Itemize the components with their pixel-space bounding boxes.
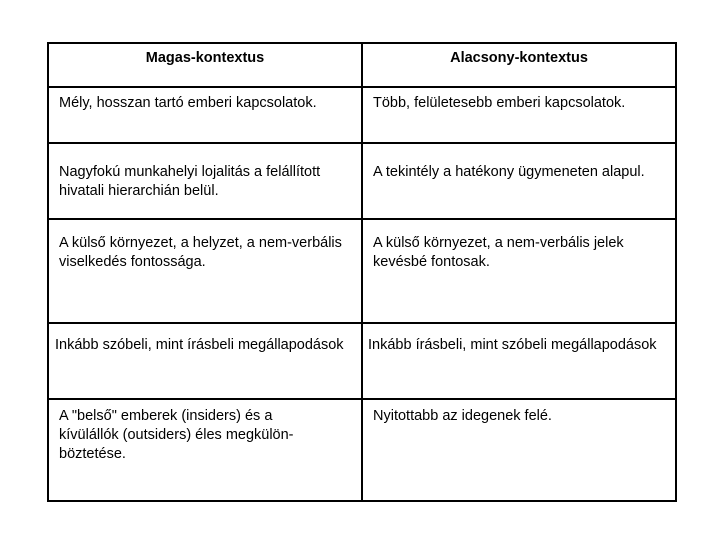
cell-low: Inkább írásbeli, mint szóbeli megállapodások: [368, 337, 657, 353]
cell-low: Nyitottabb az idegenek felé.: [373, 408, 552, 424]
cell-high: Inkább szóbeli, mint írásbeli megállapodások: [49, 324, 363, 398]
table-row: [49, 324, 675, 400]
table-header-row: [49, 44, 675, 88]
cell-high: A "belső" emberek (insiders) és a kívülállók (outsiders) éles megkülön-böztetése.: [49, 400, 363, 502]
cell-high: Nagyfokú munkahelyi lojalitás a felállított hivatali hierarchián belül.: [49, 144, 363, 218]
comparison-table: [47, 42, 677, 502]
table-row: [49, 220, 675, 324]
cell-high: A külső környezet, a helyzet, a nem-verbális viselkedés fontossága.: [49, 220, 363, 322]
table-row: [49, 144, 675, 220]
table-row: [49, 400, 675, 502]
cell-low: A tekintély a hatékony ügymeneten alapul.: [373, 164, 645, 180]
cell-low: Több, felületesebb emberi kapcsolatok.: [373, 95, 626, 111]
cell-high: Mély, hosszan tartó emberi kapcsolatok.: [49, 88, 363, 142]
header-high-context: Magas-kontextus: [49, 44, 363, 86]
header-low-context: Alacsony-kontextus: [450, 50, 588, 66]
table-row: [49, 88, 675, 144]
cell-low: A külső környezet, a nem-verbális jelek kevésbé fontosak.: [373, 235, 624, 270]
